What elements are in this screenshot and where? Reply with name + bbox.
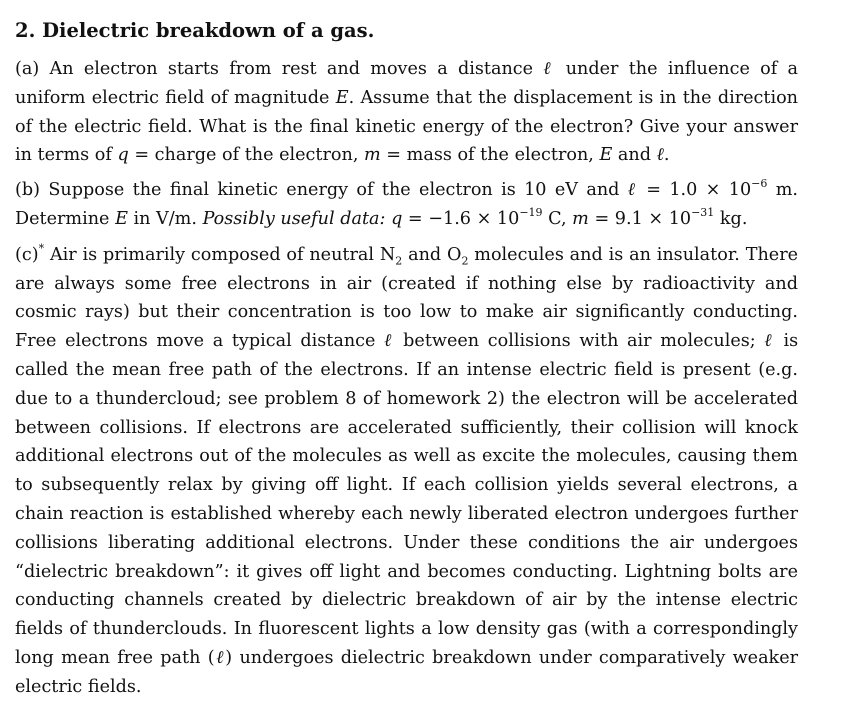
equals-sign: = xyxy=(594,208,610,229)
equals-sign: = xyxy=(407,208,423,229)
l-exponent: −6 xyxy=(751,177,768,191)
part-c-paragraph xyxy=(15,241,798,702)
useful-data-label: Possibly useful data: xyxy=(202,208,386,229)
symbol-mass: m xyxy=(364,145,381,166)
part-b-label: (b) xyxy=(15,180,40,201)
challenge-star: * xyxy=(38,241,45,255)
m-value: 9.1 × 10 xyxy=(614,208,692,229)
symbol-charge: q xyxy=(117,145,129,166)
part-c-text: and O xyxy=(408,244,462,265)
problem-title: 2. Dielectric breakdown of a gas. xyxy=(15,19,375,42)
part-a-label: (a) xyxy=(15,59,40,79)
symbol-field: E xyxy=(335,87,349,108)
o2-subscript: 2 xyxy=(461,254,469,268)
part-c-label: (c) xyxy=(15,244,39,265)
symbol-mean-free-path: ℓ xyxy=(543,59,556,79)
part-b-text: in V/m. xyxy=(133,208,197,229)
part-b-paragraph xyxy=(15,176,798,234)
part-c-text: Air is primarily composed of neutral N xyxy=(49,244,396,265)
part-a-text: mass of the electron, xyxy=(406,145,594,166)
symbol-field: E xyxy=(599,145,613,166)
l-unit: m. Determine xyxy=(15,180,799,229)
part-c-text: between collisions with air molecules; xyxy=(403,331,756,352)
symbol-mean-free-path: ℓ xyxy=(384,331,395,352)
m-exponent: −31 xyxy=(691,206,715,220)
part-c-text: molecules and is an insulator. There are always some free electrons in air (created if nothing else by radioactivity and cosmic rays) but their concentration is too low to make air significantly conducting. Free electrons move a typical distance xyxy=(15,244,799,352)
equals-sign: = xyxy=(386,145,402,166)
l-value: 1.0 × 10 xyxy=(669,180,752,201)
symbol-mean-free-path: ℓ xyxy=(764,331,775,352)
symbol-field: E xyxy=(115,208,128,229)
part-c-text: is called the mean free path of the electrons. If an intense electric field is present (e.g. due to a thundercloud; see problem 8 of homework 2) the electron will be accelerated between collisions. If electrons are accelerated sufficiently, their collision will knock additional electrons out of the molecules as well as excite the molecules, causing them to subsequently relax by giving off light. If each collision yields several electrons, a chain reaction is established whereby each newly liberated electron undergoes further collisions liberating additional electrons. Under these conditions the air undergoes “dielectric breakdown”: it gives off light and becomes conducting. Lightning bolts are conducting channels created by dielectric breakdown of air by the intense electric fields of thunderclouds. In fluorescent lights a low density gas (with a correspondingly long mean free path xyxy=(15,331,799,668)
m-unit: kg. xyxy=(719,208,748,229)
equals-sign: = xyxy=(646,180,661,201)
paren-open: ( xyxy=(207,647,215,668)
q-unit: C, xyxy=(548,208,567,229)
part-a-text: . Assume that the displacement is in the direction of the electric field. What is the final kinetic energy of the electron? Give your answer in terms of xyxy=(15,87,799,166)
q-value: −1.6 × 10 xyxy=(428,208,520,229)
part-a-end: . xyxy=(663,145,670,166)
part-a-text: and xyxy=(617,145,651,166)
symbol-mass: m xyxy=(572,208,589,229)
part-a-text: under the influence of a uniform electric field of magnitude xyxy=(15,59,799,108)
part-c-text: undergoes dielectric breakdown under comparatively weaker electric fields. xyxy=(15,647,799,697)
equals-sign: = xyxy=(134,145,150,166)
n2-subscript: 2 xyxy=(395,254,403,268)
paren-close: ) xyxy=(225,647,233,668)
part-b-text: Suppose the final kinetic energy of the electron is 10 eV and xyxy=(48,180,620,201)
symbol-mean-free-path: ℓ xyxy=(656,145,664,166)
part-a-text: charge of the electron, xyxy=(154,145,359,166)
part-a-paragraph xyxy=(15,55,798,170)
q-exponent: −19 xyxy=(519,206,543,220)
symbol-mean-free-path: ℓ xyxy=(214,647,226,668)
symbol-mean-free-path: ℓ xyxy=(627,180,638,201)
symbol-charge: q xyxy=(391,208,403,229)
part-a-text: An electron starts from rest and moves a distance xyxy=(49,59,534,79)
